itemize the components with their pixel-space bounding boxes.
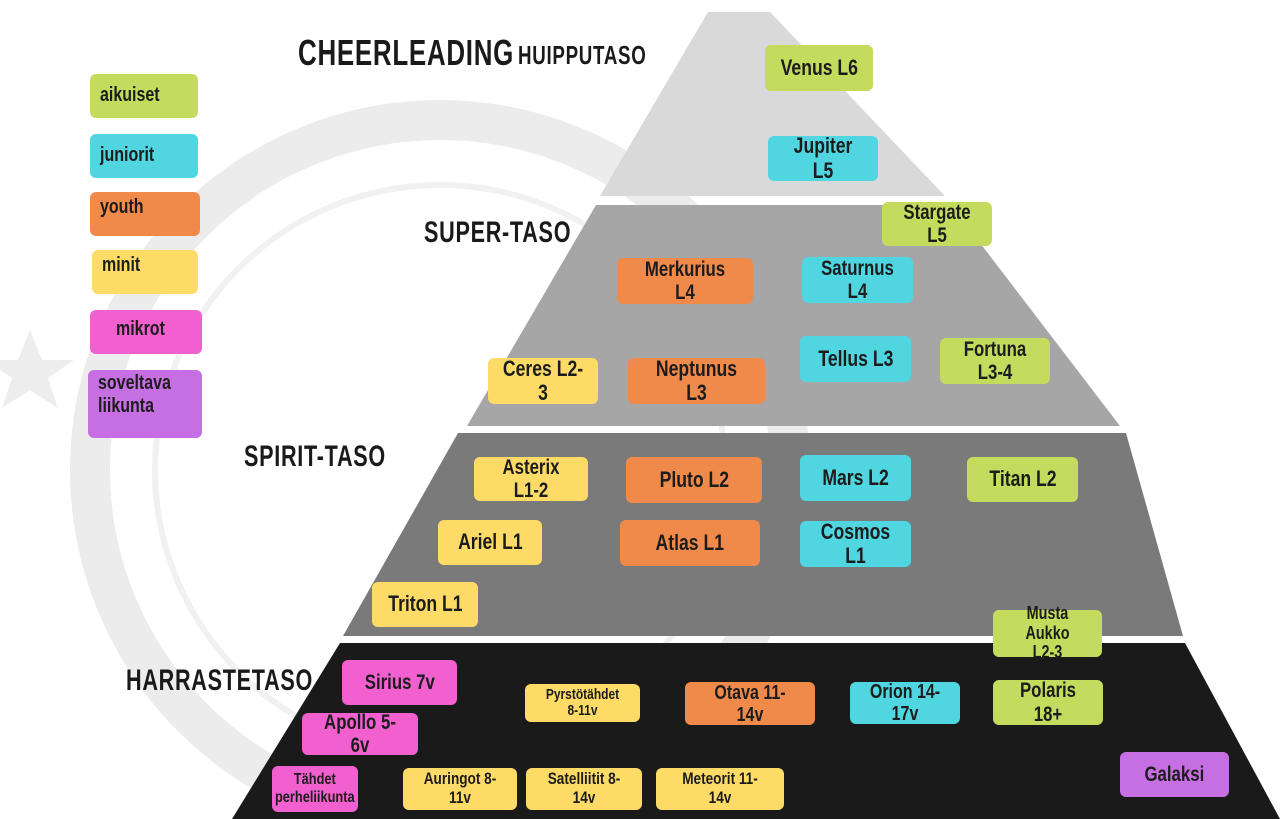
legend-minit: minit xyxy=(92,250,198,294)
team-asterix: Asterix L1-2 xyxy=(474,457,588,501)
team-galaksi: Galaksi xyxy=(1120,752,1229,797)
team-titan: Titan L2 xyxy=(967,457,1078,502)
tier-title-harraste: HARRASTETASO xyxy=(126,664,314,697)
team-stargate: Stargate L5 xyxy=(882,202,992,246)
team-venus: Venus L6 xyxy=(765,45,873,91)
team-otava: Otava 11-14v xyxy=(685,682,815,725)
tier-title-spirit: SPIRIT-TASO xyxy=(244,440,386,473)
team-triton: Triton L1 xyxy=(372,582,478,627)
team-musta-aukko: Musta Aukko L2-3 xyxy=(993,610,1102,657)
legend-mikrot: mikrot xyxy=(90,310,202,354)
team-saturnus: Saturnus L4 xyxy=(802,257,913,303)
team-cosmos: Cosmos L1 xyxy=(800,521,911,567)
team-satelliitit: Satelliitit 8-14v xyxy=(526,768,642,810)
team-mars: Mars L2 xyxy=(800,455,911,501)
team-merkurius: Merkurius L4 xyxy=(617,258,753,304)
tier-title-cheerleading: CHEERLEADING xyxy=(298,32,515,73)
team-auringot: Auringot 8-11v xyxy=(403,768,517,810)
team-pyrstotahdet: Pyrstötähdet 8-11v xyxy=(525,684,640,722)
team-apollo: Apollo 5-6v xyxy=(302,713,418,755)
team-fortuna: Fortuna L3-4 xyxy=(940,338,1050,384)
tier-title-super: SUPER-TASO xyxy=(424,216,572,249)
team-neptunus: Neptunus L3 xyxy=(628,358,765,404)
team-meteorit: Meteorit 11-14v xyxy=(656,768,784,810)
legend-soveltava: soveltava liikunta xyxy=(88,370,202,438)
legend-juniorit: juniorit xyxy=(90,134,198,178)
team-ariel: Ariel L1 xyxy=(438,520,542,565)
team-pluto: Pluto L2 xyxy=(626,457,762,503)
team-orion: Orion 14-17v xyxy=(850,682,960,724)
team-tellus: Tellus L3 xyxy=(800,336,911,382)
team-sirius: Sirius 7v xyxy=(342,660,457,705)
legend-aikuiset: aikuiset xyxy=(90,74,198,118)
legend-youth: youth xyxy=(90,192,200,236)
team-tahdet: Tähdet perheliikunta xyxy=(272,766,358,812)
team-ceres: Ceres L2-3 xyxy=(488,358,598,404)
team-jupiter: Jupiter L5 xyxy=(768,136,878,181)
team-polaris: Polaris 18+ xyxy=(993,680,1103,725)
tier-subtitle-huipputaso: HUIPPUTASO xyxy=(518,40,647,70)
team-atlas: Atlas L1 xyxy=(620,520,760,566)
